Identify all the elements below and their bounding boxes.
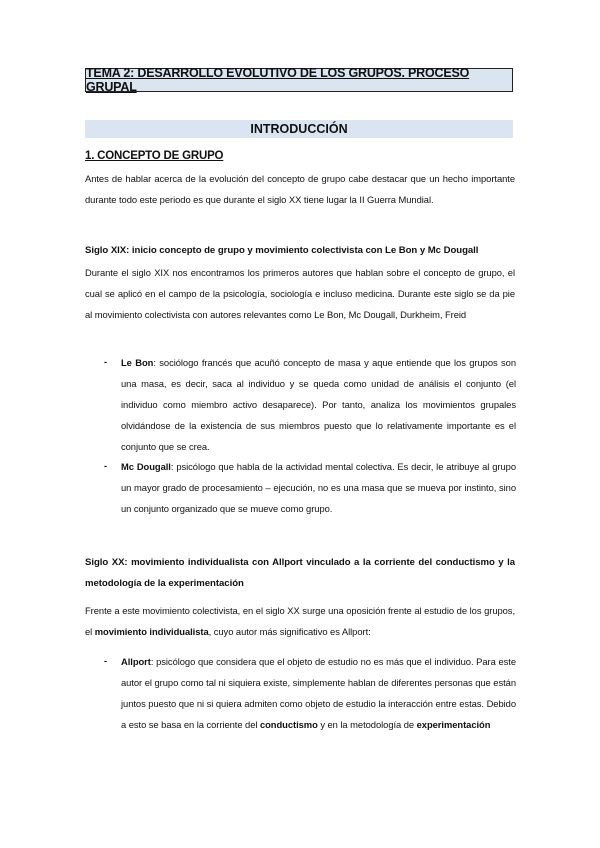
bullet-dash: -: [104, 656, 108, 667]
siglo-xix-paragraph: Durante el siglo XIX nos encontramos los primeros autores que hablan sobre el concepto de grupo, el cual se aplicó en el campo de la psicología, sociología e incluso medicina. Durante este siglo se da pie al movimiento colectivista con autores relevantes como Le Bon, Mc Dougall, Durkheim, Freid: [85, 267, 515, 320]
bullet-dash: -: [104, 357, 108, 368]
bullet-text: [121, 352, 516, 457]
bullet-term: Allport: [121, 656, 151, 667]
document-title: TEMA 2: DESARROLLO EVOLUTIVO DE LOS GRUPOS. PROCESO GRUPAL: [85, 68, 513, 92]
bullet-text: [121, 456, 516, 519]
siglo-xix-heading: Siglo XIX: inicio concepto de grupo y movimiento colectivista con Le Bon y Mc Dougall: [85, 245, 479, 256]
bullet-bold: experimentación: [416, 719, 491, 730]
paragraph-text: , cuyo autor más significativo es Allport:: [208, 626, 371, 637]
introduction-heading: INTRODUCCIÓN: [85, 120, 513, 138]
siglo-xx-heading: Siglo XX: movimiento individualista con Allport vinculado a la corriente del conductismo y la metodología de la experimentación: [85, 557, 515, 589]
bullet-text: [121, 651, 516, 735]
bullet-term: Mc Dougall: [121, 461, 171, 472]
bullet-body: : sociólogo francés que acuñó concepto de masa y aque entiende que los grupos son una masa, es decir, saca al individuo y se queda como unidad de análisis el conjunto (el individuo como miembro activo desaparece). Por tanto, analiza los movimientos grupales olvidándose de la existencia de sus miembros puesto que lo relativamente importante es el conjunto que se crea.: [121, 357, 516, 452]
bullet-term: Le Bon: [121, 357, 154, 368]
bullet-allport: [104, 651, 516, 735]
bullet-mc-dougall: [104, 456, 516, 519]
section-heading-concepto-grupo: 1. CONCEPTO DE GRUPO: [85, 150, 224, 162]
intro-paragraph: Antes de hablar acerca de la evolución del concepto de grupo cabe destacar que un hecho importante durante todo este periodo es que durante el siglo XX tiene lugar la II Guerra Mundial.: [85, 173, 515, 205]
paragraph-text: Frente a este movimiento colectivista, en el siglo XX surge una oposición frente al estudio de los grupos, el: [85, 605, 515, 637]
bullet-body: : psicólogo que considera que el objeto de estudio no es más que el individuo. Para este autor el grupo como tal ni siquiera existe, simplemente hablan de diferentes personas que están juntos puesto que ni si quiera admiten como objeto de estudio la interacción entre estas. Debido a esto se basa en la corriente del: [121, 656, 516, 730]
bullet-body: y en la metodología de: [317, 719, 417, 730]
siglo-xx-paragraph: [85, 600, 515, 642]
bullet-body: : psicólogo que habla de la actividad mental colectiva. Es decir, le atribuye al grupo un mayor grado de procesamiento – ejecución, no es una masa que se mueva por instinto, sino un conjunto organizado que se mueve como grupo.: [121, 461, 516, 514]
bullet-le-bon: [104, 352, 516, 457]
bullet-dash: -: [104, 461, 108, 472]
bullet-bold: conductismo: [259, 719, 318, 730]
paragraph-bold: movimiento individualista: [94, 626, 209, 637]
